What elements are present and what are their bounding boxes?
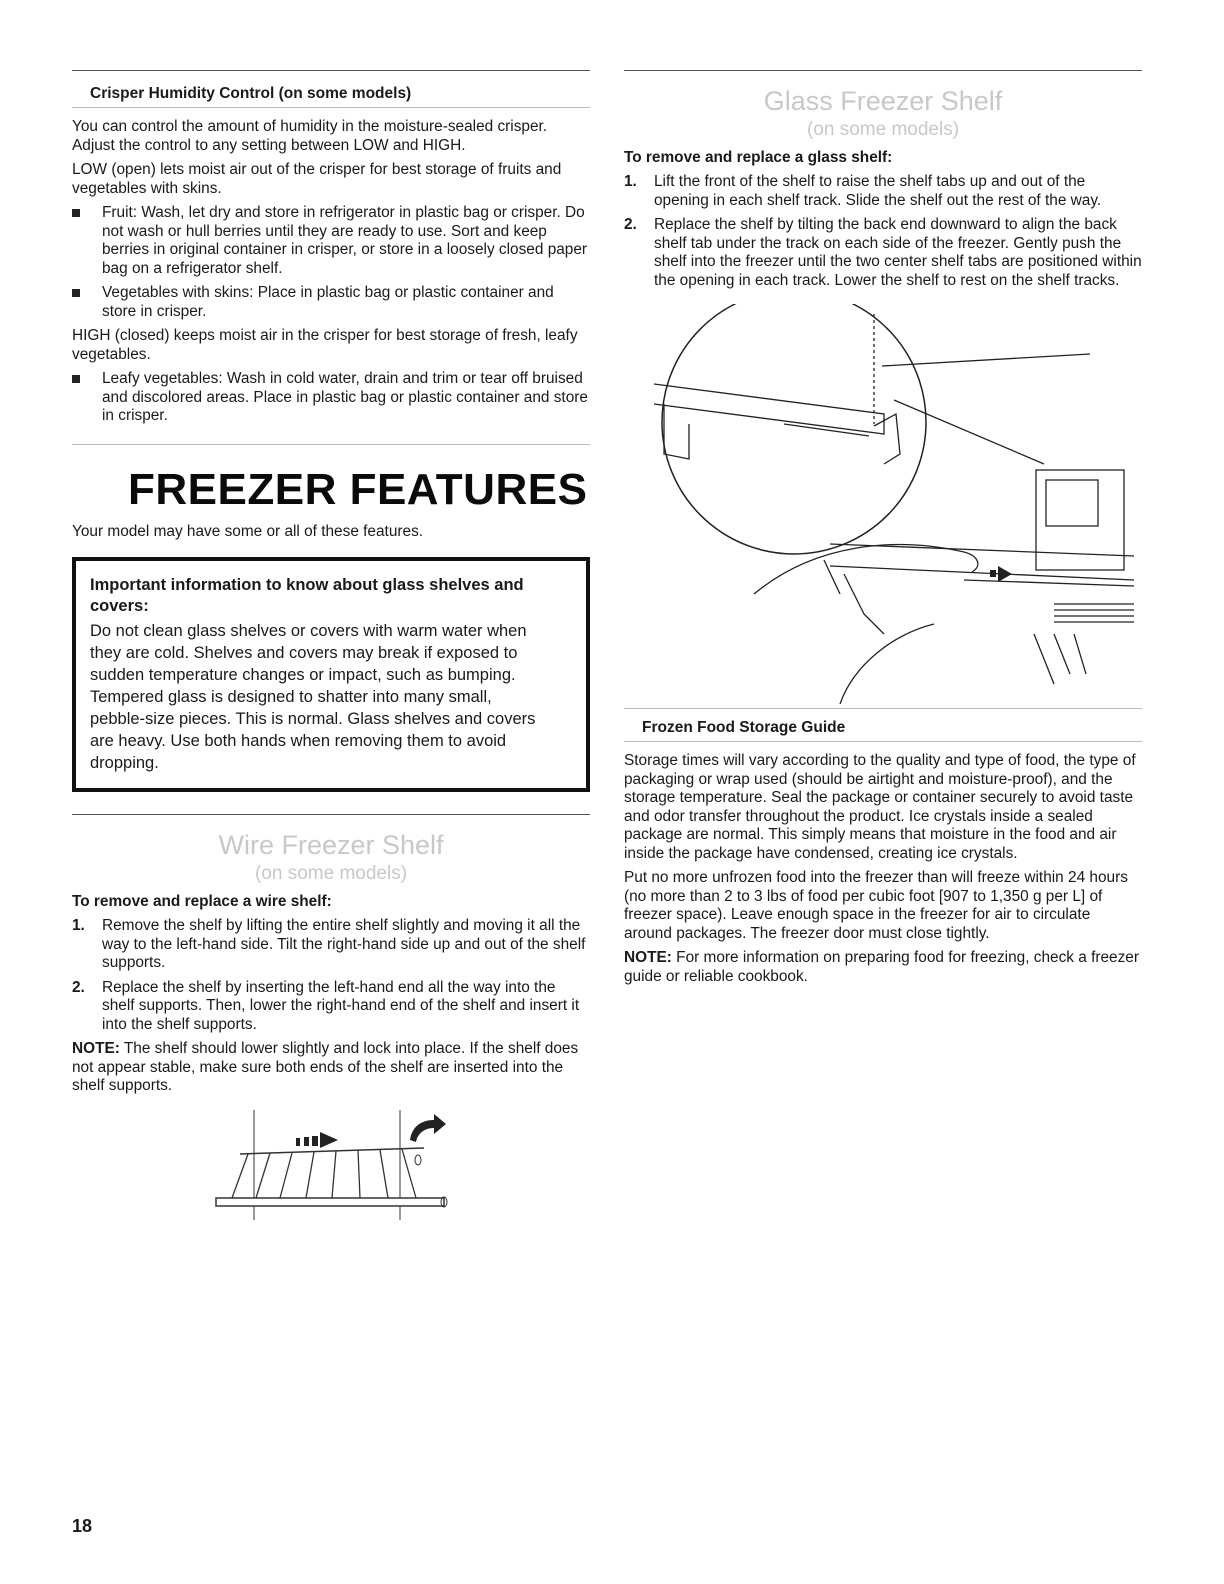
list-item: Leafy vegetables: Wash in cold water, drain and trim or tear off bruised and discolored areas. Place in plastic bag or plastic container and store in crisper. <box>72 370 590 426</box>
arrow-right-icon <box>990 566 1012 582</box>
list-item: 1. Lift the front of the shelf to raise the shelf tabs up and out of the opening in each shelf track. Slide the shelf out the rest of the way. <box>624 173 1102 209</box>
notebox-title: Important information to know about glass shelves and covers: <box>90 576 524 615</box>
wire-note: NOTE: The shelf should lower slightly and lock into place. If the shelf does not appear stable, make sure both ends of the shelf are inserted into the shelf supports. <box>72 1040 579 1094</box>
section-rule <box>72 814 590 815</box>
wire-shelf-lead: To remove and replace a wire shelf: <box>72 893 332 910</box>
frozen-paragraph-1: Storage times will vary according to the quality and type of food, the type of packaging or wrap used (should be airtight and moisture-proof), and the storage temperature. Seal the package or container securely to avoid taste and odor transfer throughout the product. Ice crystals inside a sealed package are normal. This simply means that moisture in the food and air inside the package have condensed, creating ice crystals. <box>624 752 1136 862</box>
wire-shelf-illustration <box>212 1110 512 1220</box>
list-item: 2. Replace the shelf by inserting the left-hand end all the way into the shelf supports. Then, lower the right-hand end of the shelf and insert it into the shelf supports. <box>72 978 580 1033</box>
bullet-icon <box>72 289 80 297</box>
section-rule <box>624 70 1142 71</box>
crisper-paragraph-2: LOW (open) lets moist air out of the crisper for best storage of fruits and vegetables with skins. <box>72 161 562 197</box>
wire-shelf-subtitle: (on some models) <box>254 863 408 884</box>
arrow-right-icon <box>296 1132 338 1148</box>
right-column <box>624 70 1142 992</box>
wire-shelf-title: Wire Freezer Shelf <box>218 830 444 860</box>
crisper-heading: Crisper Humidity Control (on some models) <box>72 71 590 108</box>
frozen-note: NOTE: For more information on preparing food for freezing, check a freezer guide or reliable cookbook. <box>624 949 1139 985</box>
list-item: Fruit: Wash, let dry and store in refrigerator in plastic bag or crisper. Do not wash or hull berries until they are ready to use. Sort and keep berries in original container in crisper, or store in a loosely closed paper bag on a refrigerator shelf. <box>72 204 590 278</box>
shelf-front-bar <box>216 1198 444 1206</box>
glass-shelf-illustration <box>634 304 1134 704</box>
bullet-icon <box>72 209 80 217</box>
detail-circle <box>662 304 926 554</box>
list-item: Vegetables with skins: Place in plastic bag or plastic container and store in crisper. <box>72 284 590 321</box>
frozen-paragraph-2: Put no more unfrozen food into the freezer than will freeze within 24 hours (no more than 2 to 3 lbs of food per cubic foot [907 to 1,350 g per L] of freezer space). Leave enough space in the freezer for air to circulate around packages. The freezer door must close tightly. <box>624 869 1128 942</box>
glass-shelf-subtitle: (on some models) <box>806 119 960 140</box>
divider <box>72 444 590 445</box>
bullet-icon <box>72 375 80 383</box>
glass-shelf-lead: To remove and replace a glass shelf: <box>624 149 893 166</box>
page-number: 18 <box>72 1516 93 1536</box>
glass-shelf-title: Glass Freezer Shelf <box>763 86 1003 116</box>
crisper-paragraph-3: HIGH (closed) keeps moist air in the crisper for best storage of fresh, leafy vegetables. <box>72 327 578 363</box>
list-item: 2. Replace the shelf by tilting the back end downward to align the back shelf tab under the track on each side of the freezer. Gently push the shelf into the freezer until the two center shelf tabs are positioned within the opening in each track. Lower the shelf to rest on the shelf tracks. <box>624 216 1142 289</box>
important-info-box <box>72 557 590 792</box>
left-column <box>72 70 590 1220</box>
frozen-guide-heading: Frozen Food Storage Guide <box>624 709 1142 742</box>
arrow-up-icon <box>410 1114 446 1142</box>
notebox-body: Do not clean glass shelves or covers with warm water when they are cold. Shelves and covers may break if exposed to sudden temperature changes or impact, such as bumping. Tempered glass is designed to shatter into many small, pebble-size pieces. This is normal. Glass shelves and covers are heavy. Use both hands when removing them to avoid dropping. <box>90 622 536 772</box>
page-title: FREEZER FEATURES <box>128 464 588 514</box>
list-item: 1. Remove the shelf by lifting the entire shelf slightly and moving it all the way to the left-hand side. Tilt the right-hand side up and out of the shelf supports. <box>72 917 586 971</box>
crisper-paragraph-1: You can control the amount of humidity in the moisture-sealed crisper. Adjust the control to any setting between LOW and HIGH. <box>72 118 548 154</box>
freezer-intro: Your model may have some or all of these features. <box>72 522 424 540</box>
